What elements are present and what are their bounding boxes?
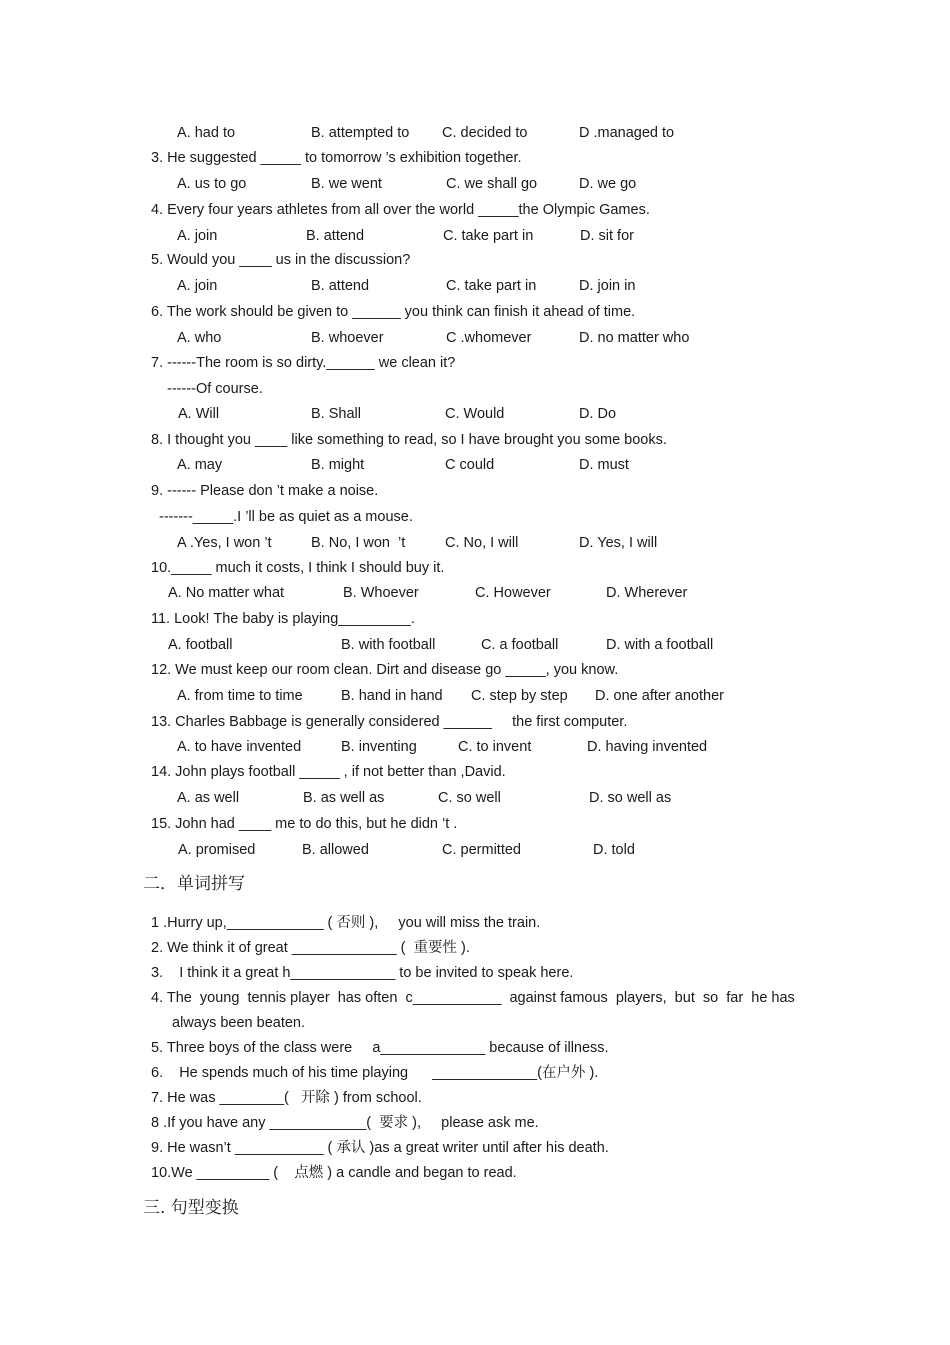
spelling-item: 6. He spends much of his time playing _____________(在户外 ). bbox=[151, 1065, 599, 1081]
answer-option: A. football bbox=[168, 637, 233, 653]
spelling-item: 3. I think it a great h_____________ to be invited to speak here. bbox=[151, 965, 574, 981]
answer-option: D. join in bbox=[579, 278, 636, 294]
question-stem: 9. ------ Please don ’t make a noise. bbox=[151, 483, 379, 499]
spelling-item: 7. He was ________( 开除 ) from school. bbox=[151, 1090, 422, 1106]
answer-option: C. so well bbox=[438, 790, 501, 806]
answer-option: D. told bbox=[593, 842, 635, 858]
question-dialogue-line: ------Of course. bbox=[167, 381, 263, 397]
answer-option: C. to invent bbox=[458, 739, 532, 755]
answer-option: B. hand in hand bbox=[341, 688, 443, 704]
answer-option: A. may bbox=[177, 457, 223, 473]
answer-option: A. from time to time bbox=[177, 688, 303, 704]
answer-option: A. to have invented bbox=[177, 739, 302, 755]
question-dialogue-line: -------_____.I ’ll be as quiet as a mouse. bbox=[159, 509, 413, 525]
question-stem: 15. John had ____ me to do this, but he didn ’t . bbox=[151, 816, 458, 832]
answer-option: C. take part in bbox=[446, 278, 537, 294]
answer-option: A. as well bbox=[177, 790, 240, 806]
answer-option: C. take part in bbox=[443, 228, 534, 244]
answer-option: C. No, I will bbox=[445, 535, 519, 551]
question-stem: 10._____ much it costs, I think I should buy it. bbox=[151, 560, 445, 576]
answer-option: D. Yes, I will bbox=[579, 535, 658, 551]
answer-option: A. join bbox=[177, 228, 218, 244]
question-stem: 5. Would you ____ us in the discussion? bbox=[151, 252, 411, 268]
spelling-item: 1 .Hurry up,____________ ( 否则 ), you will miss the train. bbox=[151, 915, 541, 931]
question-stem: 8. I thought you ____ like something to read, so I have brought you some books. bbox=[151, 432, 667, 448]
question-stem: 13. Charles Babbage is generally considered ______ the first computer. bbox=[151, 714, 628, 730]
answer-option: D. with a football bbox=[606, 637, 714, 653]
answer-option: D. so well as bbox=[589, 790, 672, 806]
spelling-item: always been beaten. bbox=[172, 1015, 306, 1031]
answer-option: B. we went bbox=[311, 176, 382, 192]
answer-option: B. Shall bbox=[311, 406, 361, 422]
answer-option: D .managed to bbox=[579, 125, 675, 141]
spelling-item: 5. Three boys of the class were a_____________ because of illness. bbox=[151, 1040, 609, 1056]
answer-option: A. No matter what bbox=[168, 585, 285, 601]
answer-option: A. had to bbox=[177, 125, 236, 141]
answer-option: B. Whoever bbox=[343, 585, 419, 601]
answer-option: C. However bbox=[475, 585, 551, 601]
question-stem: 7. ------The room is so dirty.______ we clean it? bbox=[151, 355, 456, 371]
answer-option: A. Will bbox=[178, 406, 220, 422]
spelling-item: 4. The young tennis player has often c___________ against famous players, but so far he has bbox=[151, 990, 795, 1006]
question-stem: 6. The work should be given to ______ you think can finish it ahead of time. bbox=[151, 304, 636, 320]
section-heading: 三. 句型变换 bbox=[143, 1198, 239, 1218]
answer-option: C could bbox=[445, 457, 495, 473]
question-stem: 14. John plays football _____ , if not better than ,David. bbox=[151, 764, 506, 780]
answer-option: B. whoever bbox=[311, 330, 384, 346]
answer-option: A. who bbox=[177, 330, 222, 346]
answer-option: C. we shall go bbox=[446, 176, 538, 192]
answer-option: A .Yes, I won ’t bbox=[177, 535, 272, 551]
answer-option: D. Wherever bbox=[606, 585, 688, 601]
answer-option: D. no matter who bbox=[579, 330, 690, 346]
answer-option: B. as well as bbox=[303, 790, 385, 806]
answer-option: C. step by step bbox=[471, 688, 568, 704]
answer-option: A. us to go bbox=[177, 176, 247, 192]
question-stem: 11. Look! The baby is playing_________. bbox=[151, 611, 415, 627]
section-heading: 二．单词拼写 bbox=[143, 874, 245, 894]
answer-option: A. join bbox=[177, 278, 218, 294]
answer-option: D. sit for bbox=[580, 228, 634, 244]
answer-option: C. permitted bbox=[442, 842, 521, 858]
question-stem: 12. We must keep our room clean. Dirt and disease go _____, you know. bbox=[151, 662, 619, 678]
answer-option: C. Would bbox=[445, 406, 505, 422]
spelling-item: 9. He wasn’t ___________ ( 承认 )as a great writer until after his death. bbox=[151, 1140, 609, 1156]
answer-option: D. we go bbox=[579, 176, 637, 192]
answer-option: D. having invented bbox=[587, 739, 708, 755]
question-stem: 4. Every four years athletes from all over the world _____the Olympic Games. bbox=[151, 202, 650, 218]
answer-option: C .whomever bbox=[446, 330, 532, 346]
answer-option: B. with football bbox=[341, 637, 436, 653]
answer-option: B. might bbox=[311, 457, 365, 473]
answer-option: B. allowed bbox=[302, 842, 369, 858]
answer-option: B. attend bbox=[306, 228, 365, 244]
spelling-item: 10.We _________ ( 点燃 ) a candle and began to read. bbox=[151, 1165, 517, 1181]
answer-option: D. one after another bbox=[595, 688, 724, 704]
answer-option: B. attend bbox=[311, 278, 370, 294]
answer-option: B. inventing bbox=[341, 739, 417, 755]
answer-option: C. a football bbox=[481, 637, 559, 653]
answer-option: D. must bbox=[579, 457, 629, 473]
spelling-item: 2. We think it of great _____________ ( 重要性 ). bbox=[151, 940, 470, 956]
question-stem: 3. He suggested _____ to tomorrow ’s exhibition together. bbox=[151, 150, 522, 166]
answer-option: B. attempted to bbox=[311, 125, 410, 141]
answer-option: B. No, I won ’t bbox=[311, 535, 406, 551]
spelling-item: 8 .If you have any ____________( 要求 ), please ask me. bbox=[151, 1115, 539, 1131]
answer-option: D. Do bbox=[579, 406, 617, 422]
answer-option: C. decided to bbox=[442, 125, 528, 141]
answer-option: A. promised bbox=[178, 842, 256, 858]
